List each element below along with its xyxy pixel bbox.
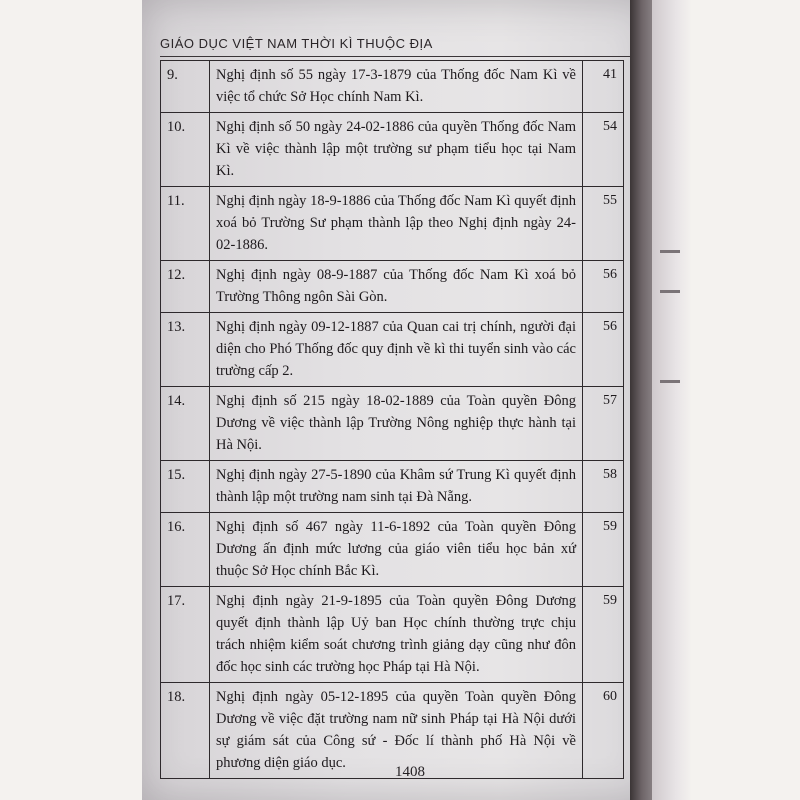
row-number: 13. [161,313,210,387]
document-index-table [160,60,624,779]
adjacent-page-edge [652,0,692,800]
table-row [161,587,624,683]
table-row [161,461,624,513]
row-page-number: 41 [583,61,624,113]
row-description: Nghị định ngày 08-9-1887 của Thống đốc Nam Kì xoá bỏ Trường Thông ngôn Sài Gòn. [210,261,583,313]
row-description: Nghị định số 467 ngày 11-6-1892 của Toàn quyền Đông Dương ấn định mức lương của giáo viên tiểu học bản xứ thuộc Sở Học chính Bắc Kì. [210,513,583,587]
row-description: Nghị định ngày 18-9-1886 của Thống đốc Nam Kì quyết định xoá bỏ Trường Sư phạm thành lập theo Nghị định ngày 24-02-1886. [210,187,583,261]
row-number: 18. [161,683,210,779]
row-number: 14. [161,387,210,461]
row-number: 17. [161,587,210,683]
adjacent-text-mark [660,380,680,383]
table-row [161,313,624,387]
table-row [161,513,624,587]
row-number: 11. [161,187,210,261]
row-description: Nghị định ngày 21-9-1895 của Toàn quyền Đông Dương quyết định thành lập Uỷ ban Học chính thường trực chịu trách nhiệm kiểm soát chương trình giảng dạy cũng như đôn đốc học sinh các trường học Pháp tại Hà Nội. [210,587,583,683]
adjacent-text-mark [660,250,680,253]
row-number: 9. [161,61,210,113]
row-description: Nghị định ngày 27-5-1890 của Khâm sứ Trung Kì quyết định thành lập một trường nam sinh tại Đà Nẵng. [210,461,583,513]
row-number: 10. [161,113,210,187]
row-page-number: 60 [583,683,624,779]
row-page-number: 58 [583,461,624,513]
header-rule [160,56,630,57]
running-header: GIÁO DỤC VIỆT NAM THỜI KÌ THUỘC ĐỊA [160,36,433,51]
row-page-number: 57 [583,387,624,461]
table-row [161,187,624,261]
table-row [161,113,624,187]
table-row [161,261,624,313]
row-description: Nghị định số 55 ngày 17-3-1879 của Thống đốc Nam Kì về việc tổ chức Sở Học chính Nam Kì. [210,61,583,113]
row-page-number: 56 [583,313,624,387]
page-number: 1408 [395,764,425,780]
row-number: 12. [161,261,210,313]
table-row [161,387,624,461]
row-page-number: 56 [583,261,624,313]
row-page-number: 54 [583,113,624,187]
row-number: 15. [161,461,210,513]
table-row [161,61,624,113]
row-number: 16. [161,513,210,587]
row-description: Nghị định số 50 ngày 24-02-1886 của quyền Thống đốc Nam Kì về việc thành lập một trường sư phạm tiểu học tại Nam Kì. [210,113,583,187]
row-page-number: 59 [583,587,624,683]
row-description: Nghị định ngày 05-12-1895 của quyền Toàn quyền Đông Dương về việc đặt trường nam nữ sinh Pháp tại Hà Nội dưới sự giám sát của Công sứ - Đốc lí thành phố Hà Nội về phương diện giáo dục. [210,683,583,779]
adjacent-text-mark [660,290,680,293]
row-page-number: 55 [583,187,624,261]
row-description: Nghị định số 215 ngày 18-02-1889 của Toàn quyền Đông Dương về việc thành lập Trường Nông nghiệp thực hành tại Hà Nội. [210,387,583,461]
row-page-number: 59 [583,513,624,587]
row-description: Nghị định ngày 09-12-1887 của Quan cai trị chính, người đại diện cho Phó Thống đốc quy định về kì thi tuyển sinh vào các trường cấp 2. [210,313,583,387]
